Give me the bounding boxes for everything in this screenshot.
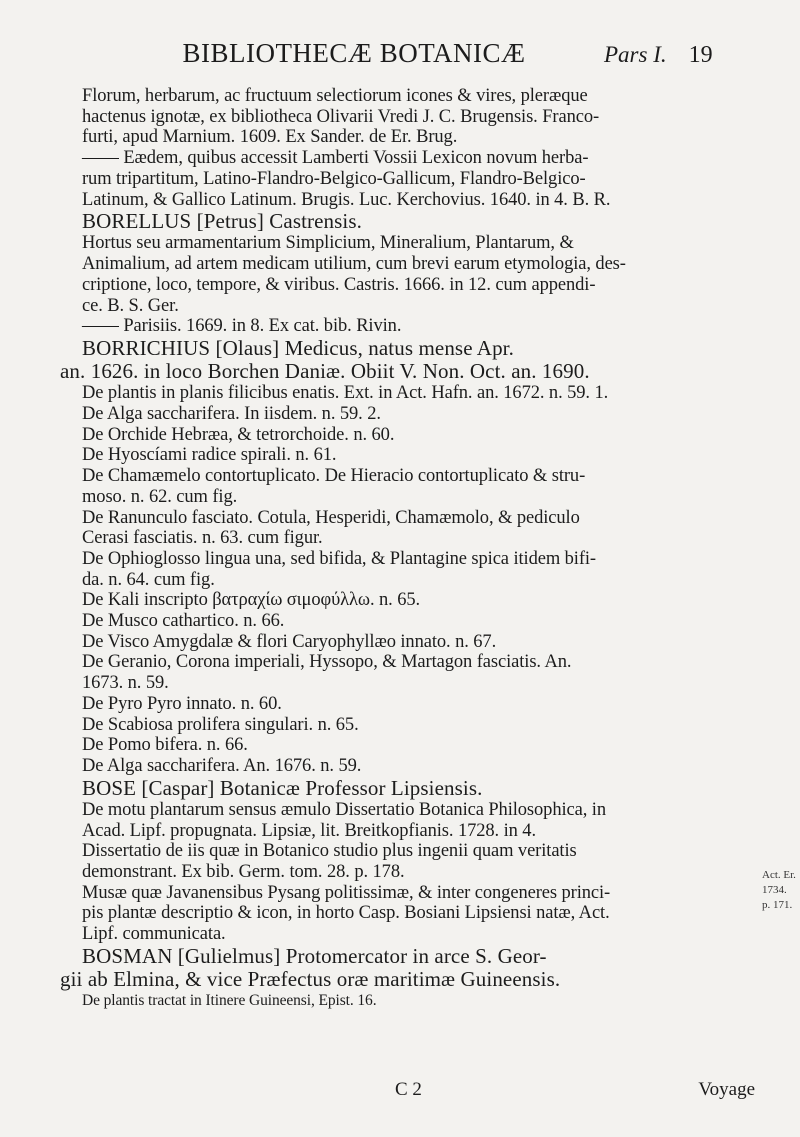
text-line: De Pyro Pyro innato. n. 60. xyxy=(82,693,282,714)
part-label: Pars I. xyxy=(604,42,667,67)
text-line: Lipf. communicata. xyxy=(82,924,226,945)
text-line: De Alga saccharifera. An. 1676. n. 59. xyxy=(82,756,362,776)
catchword: Voyage xyxy=(698,1079,755,1100)
text-line: De Hyoscíami radice spirali. n. 61. xyxy=(82,445,337,466)
margin-note-line: 1734. xyxy=(762,884,787,896)
text-line: Cerasi fasciatis. n. 63. cum figur. xyxy=(82,528,323,549)
text-line: De Kali inscripto βατραχίω σιμοφύλλω. n. 65. xyxy=(82,590,421,611)
text-line: an. 1626. in loco Borchen Daniæ. Obiit V. Non. Oct. an. 1690. xyxy=(60,359,590,384)
text-line: pis plantæ descriptio & icon, in horto Casp. Bosiani Lipsiensi natæ, Act. xyxy=(82,903,610,924)
text-line: hactenus ignotæ, ex bibliotheca Olivarii Vredi J. C. Brugensis. Franco- xyxy=(82,106,600,127)
text-line: De Orchide Hebræa, & tetrorchoide. n. 60. xyxy=(82,424,395,445)
text-line: Latinum, & Gallico Latinum. Brugis. Luc. Kerchovius. 1640. in 4. B. R. xyxy=(82,189,611,210)
text-line: criptione, loco, tempore, & viribus. Castris. 1666. in 12. cum appendi- xyxy=(82,274,596,295)
signature-mark: C 2 xyxy=(395,1079,422,1100)
text-line: BOSMAN [Gulielmus] Protomercator in arce S. Geor- xyxy=(82,943,547,968)
text-line: rum tripartitum, Latino-Flandro-Belgico-Gallicum, Flandro-Belgico- xyxy=(82,168,586,189)
text-line: Dissertatio de iis quæ in Botanico studio plus ingenii quam veritatis xyxy=(82,841,577,862)
text-line: De Ranunculo fasciato. Cotula, Hesperidi, Chamæmolo, & pediculo xyxy=(82,507,580,528)
text-line: 1673. n. 59. xyxy=(82,673,169,694)
running-header xyxy=(110,38,760,78)
text-line: —— Eædem, quibus accessit Lamberti Vossii Lexicon novum herba- xyxy=(82,148,589,169)
page-number: 19 xyxy=(688,42,713,68)
text-line: De Pomo bifera. n. 66. xyxy=(82,735,248,756)
text-line: —— Parisiis. 1669. in 8. Ex cat. bib. Rivin. xyxy=(82,316,402,337)
text-line: ce. B. S. Ger. xyxy=(82,295,179,316)
text-line: De Alga saccharifera. In iisdem. n. 59. 2. xyxy=(82,404,381,425)
text-line: moso. n. 62. cum fig. xyxy=(82,486,238,507)
text-line: BORRICHIUS [Olaus] Medicus, natus mense Apr. xyxy=(82,335,514,360)
text-line: demonstrant. Ex bib. Germ. tom. 28. p. 178. xyxy=(82,862,405,883)
text-line: gii ab Elmina, & vice Præfectus oræ maritimæ Guineensis. xyxy=(60,967,561,992)
text-line: De Visco Amygdalæ & flori Caryophyllæo innato. n. 67. xyxy=(82,631,497,652)
running-title: BIBLIOTHECÆ BOTANICÆ xyxy=(182,38,526,68)
text-line: Acad. Lipf. propugnata. Lipsiæ, lit. Breitkopfianis. 1728. in 4. xyxy=(82,820,536,841)
text-line: Musæ quæ Javanensibus Pysang politissimæ, & inter congeneres princi- xyxy=(82,882,611,903)
text-line: De motu plantarum sensus æmulo Dissertatio Botanica Philosophica, in xyxy=(82,799,606,820)
text-line: De Musco cathartico. n. 66. xyxy=(82,611,285,632)
text-line: BOSE [Caspar] Botanicæ Professor Lipsiensis. xyxy=(82,775,483,800)
text-line: furti, apud Marnium. 1609. Ex Sander. de Er. Brug. xyxy=(82,127,458,148)
text-line: Hortus seu armamentarium Simplicium, Mineralium, Plantarum, & xyxy=(82,233,574,254)
text-line: De plantis in planis filicibus enatis. Ext. in Act. Hafn. an. 1672. n. 59. 1. xyxy=(82,383,609,404)
text-line: Florum, herbarum, ac fructuum selectiorum icones & vires, pleræque xyxy=(82,86,588,106)
text-line: De plantis tractat in Itinere Guineensi, Epist. 16. xyxy=(82,992,377,1010)
margin-note-line: Act. Er. xyxy=(762,869,796,881)
text-line: Animalium, ad artem medicam utilium, cum brevi earum etymologia, des- xyxy=(82,254,626,275)
text-line: BORELLUS [Petrus] Castrensis. xyxy=(82,209,362,234)
text-line: da. n. 64. cum fig. xyxy=(82,569,215,590)
margin-note-line: p. 171. xyxy=(762,899,793,911)
text-line: De Scabiosa prolifera singulari. n. 65. xyxy=(82,714,359,735)
text-line: De Ophioglosso lingua una, sed bifida, & Plantagine spica itidem bifi- xyxy=(82,548,596,569)
margin-note xyxy=(762,868,800,913)
page-footer xyxy=(60,1079,755,1103)
text-line: De Geranio, Corona imperiali, Hyssopo, & Martagon fasciatis. An. xyxy=(82,652,572,673)
bibliography-entries xyxy=(60,86,755,1010)
text-line: De Chamæmelo contortuplicato. De Hieracio contortuplicato & stru- xyxy=(82,466,586,487)
